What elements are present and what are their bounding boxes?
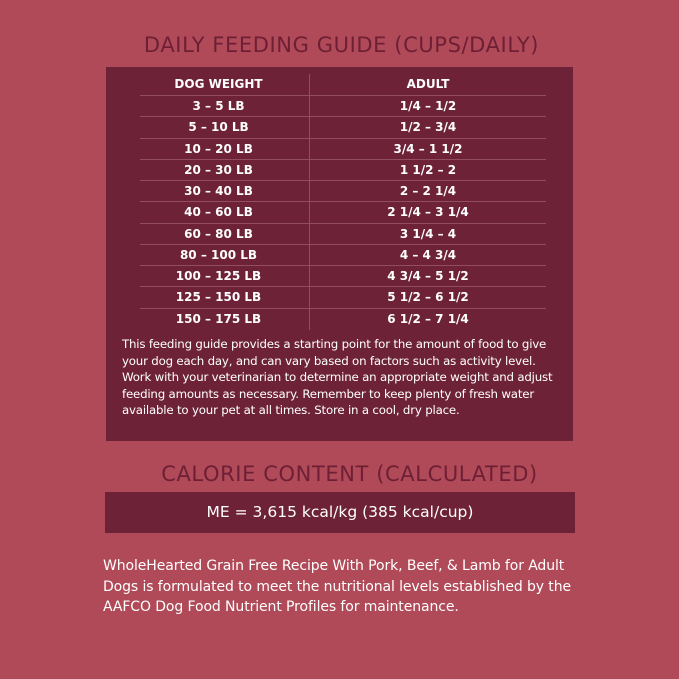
table-row bbox=[140, 117, 546, 138]
dog-weight-cell: 60 – 80 LB bbox=[140, 224, 310, 244]
adult-amount-cell: 2 1/4 – 3 1/4 bbox=[387, 205, 469, 220]
aafco-statement: WholeHearted Grain Free Recipe With Pork, Beef, & Lamb for Adult Dogs is formulated to meet the nutritional levels established by the AAFCO Dog Food Nutrient Profiles for maintenance. bbox=[103, 558, 571, 615]
dog-weight-cell: 30 – 40 LB bbox=[140, 181, 310, 201]
adult-amount-cell: 4 3/4 – 5 1/2 bbox=[387, 269, 469, 283]
adult-amount-cell: 5 1/2 – 6 1/2 bbox=[387, 290, 469, 305]
adult-amount-cell: 1/2 – 3/4 bbox=[399, 120, 457, 135]
table-row bbox=[140, 202, 546, 223]
adult-amount-cell: 1/4 – 1/2 bbox=[399, 99, 457, 113]
table-row bbox=[140, 245, 546, 266]
feeding-guide-panel bbox=[106, 67, 573, 441]
column-header-adult: ADULT bbox=[406, 77, 450, 91]
adult-amount-cell: 3/4 – 1 1/2 bbox=[393, 141, 463, 156]
feeding-guide-note: This feeding guide provides a starting point for the amount of food to give your dog each day, and can vary based on factors such as activity level. Work with your veterinarian to determine an appropriate weight and adjust feeding amounts as necessary. Remember to keep plenty of fresh water available to your pet at all times. Store in a cool, dry place. bbox=[122, 337, 553, 418]
dog-weight-cell: 40 – 60 LB bbox=[140, 202, 310, 222]
table-row bbox=[140, 160, 546, 181]
adult-amount-cell: 3 1/4 – 4 bbox=[399, 226, 457, 241]
table-row bbox=[140, 96, 546, 117]
dog-weight-cell: 10 – 20 LB bbox=[140, 139, 310, 159]
calorie-content-value: ME = 3,615 kcal/kg (385 kcal/cup) bbox=[105, 492, 575, 533]
dog-weight-cell: 3 – 5 LB bbox=[140, 96, 310, 116]
dog-weight-cell: 80 – 100 LB bbox=[140, 245, 310, 265]
adult-amount-cell: 2 – 2 1/4 bbox=[399, 184, 457, 198]
dog-weight-cell: 125 – 150 LB bbox=[140, 287, 310, 307]
adult-amount-cell: 1 1/2 – 2 bbox=[399, 162, 457, 177]
column-header-dog-weight: DOG WEIGHT bbox=[140, 74, 310, 95]
adult-amount-cell: 4 – 4 3/4 bbox=[399, 247, 457, 262]
table-row bbox=[140, 181, 546, 202]
table-row bbox=[140, 287, 546, 308]
table-row bbox=[140, 224, 546, 245]
calorie-content-title: CALORIE CONTENT (CALCULATED) bbox=[161, 462, 538, 486]
feeding-guide-table bbox=[140, 74, 546, 330]
table-header-row bbox=[140, 74, 546, 96]
feeding-guide-title: DAILY FEEDING GUIDE (CUPS/DAILY) bbox=[143, 33, 540, 57]
dog-weight-cell: 150 – 175 LB bbox=[140, 309, 310, 330]
dog-weight-cell: 5 – 10 LB bbox=[140, 117, 310, 137]
table-row bbox=[140, 309, 546, 330]
table-row bbox=[140, 139, 546, 160]
dog-weight-cell: 100 – 125 LB bbox=[140, 266, 310, 286]
adult-amount-cell: 6 1/2 – 7 1/4 bbox=[387, 311, 469, 326]
table-row bbox=[140, 266, 546, 287]
dog-weight-cell: 20 – 30 LB bbox=[140, 160, 310, 180]
